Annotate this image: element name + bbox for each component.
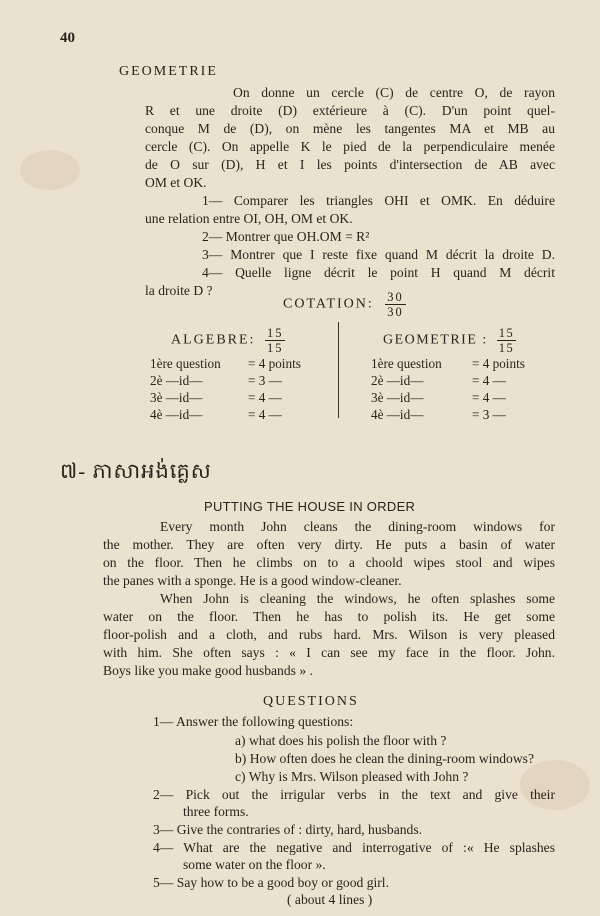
geometry-question: 4— Quelle ligne décrit le point H quand M décrit (202, 265, 555, 280)
geometrie-heading (383, 326, 516, 355)
paragraph-line: Every month John cleans the dining-room windows for (160, 519, 555, 534)
geometrie-fraction (497, 326, 517, 355)
algebre-row-question: 2è —id— (150, 373, 203, 388)
paragraph-line: with him. She often says : « I can see my face in the floor. John. (103, 645, 555, 660)
algebre-row-points: = 4 — (248, 407, 282, 422)
question-note: ( about 4 lines ) (287, 892, 373, 907)
khmer-section-heading: ៧- ភាសាអង់គ្លេស (60, 459, 212, 483)
geometry-title: GEOMETRIE (119, 64, 218, 79)
question-item: 2— Pick out the irrigular verbs in the text and give their (153, 787, 555, 802)
fraction-denominator: 15 (266, 341, 284, 355)
cotation-label: COTATION: (283, 296, 374, 312)
geometrie-row-question: 2è —id— (371, 373, 424, 388)
geometry-line: cercle (C). On appelle K le pied de la perpendiculaire menée (145, 139, 555, 154)
question-item: 4— What are the negative and interrogative of :« He splashes (153, 840, 555, 855)
paragraph-line: water on the floor. Then he has to polish its. He get some (103, 609, 555, 624)
geometry-question: 3— Montrer que I reste fixe quand M décrit la droite D. (202, 247, 555, 262)
paragraph-line: floor-polish and a cloth, and rubs hard. Mrs. Wilson is very pleased (103, 627, 555, 642)
page-number: 40 (60, 30, 75, 46)
geometrie-label: GEOMETRIE : (383, 332, 488, 348)
geometry-question: la droite D ? (145, 283, 213, 298)
algebre-row-points: = 4 points (248, 356, 301, 371)
english-title: PUTTING THE HOUSE IN ORDER (204, 499, 416, 514)
question-subitem: c) Why is Mrs. Wilson pleased with John ? (235, 769, 469, 784)
algebre-row-question: 3è —id— (150, 390, 203, 405)
fraction-numerator: 15 (498, 326, 515, 340)
question-subitem: a) what does his polish the floor with ? (235, 733, 447, 748)
algebre-heading (171, 326, 285, 355)
geometry-question: 1— Comparer les triangles OHI et OMK. En déduire (202, 193, 555, 208)
algebre-row-question: 4è —id— (150, 407, 203, 422)
paragraph-line: on the floor. Then he climbs on to a choold wipes stool and wipes (103, 555, 555, 570)
algebre-row-points: = 3 — (248, 373, 282, 388)
geometrie-row-points: = 4 — (472, 373, 506, 388)
geometrie-row-question: 3è —id— (371, 390, 424, 405)
algebre-row-points: = 4 — (248, 390, 282, 405)
cotation-heading (283, 290, 406, 319)
geometrie-row-question: 4è —id— (371, 407, 424, 422)
geometrie-row-question: 1ère question (371, 356, 442, 371)
question-subitem: b) How often does he clean the dining-room windows? (235, 751, 534, 766)
cotation-fraction (385, 290, 406, 319)
paragraph-line: the mother. They are often very dirty. He puts a basin of water (103, 537, 555, 552)
geometrie-row-points: = 3 — (472, 407, 506, 422)
question-item: 5— Say how to be a good boy or good girl. (153, 875, 389, 890)
algebre-label: ALGEBRE: (171, 332, 256, 348)
geometry-question: une relation entre OI, OH, OM et OK. (145, 211, 353, 226)
fraction-denominator: 15 (498, 341, 515, 355)
question-item: 1— Answer the following questions: (153, 714, 354, 729)
geometry-line: conque M de (D), on mène les tangentes MA et MB au (145, 121, 555, 136)
algebre-row-question: 1ère question (150, 356, 221, 371)
geometrie-row-points: = 4 — (472, 390, 506, 405)
geometry-line: On donne un cercle (C) de centre O, de rayon (233, 85, 555, 100)
fraction-denominator: 30 (387, 305, 404, 319)
paragraph-line: When John is cleaning the windows, he often splashes some (160, 591, 555, 606)
geometry-line: R et une droite (D) extérieure à (C). D'un point quel- (145, 103, 555, 118)
algebre-fraction (265, 326, 286, 355)
paragraph-line: the panes with a sponge. He is a good window-cleaner. (103, 573, 402, 588)
paragraph-line: Boys like you make good husbands » . (103, 663, 313, 678)
column-divider (338, 322, 339, 418)
geometry-line: OM et OK. (145, 175, 207, 190)
geometrie-row-points: = 4 points (472, 356, 525, 371)
questions-title: QUESTIONS (263, 694, 359, 709)
geometry-question: 2— Montrer que OH.OM = R² (202, 229, 370, 244)
paper-stain (20, 150, 80, 190)
question-item-cont: three forms. (183, 804, 249, 819)
fraction-numerator: 30 (387, 290, 404, 304)
geometry-line: de O sur (D), H et I les points d'intersection de AB avec (145, 157, 555, 172)
fraction-numerator: 15 (266, 326, 284, 340)
question-item: 3— Give the contraries of : dirty, hard, husbands. (153, 822, 423, 837)
question-item-cont: some water on the floor ». (183, 857, 326, 872)
